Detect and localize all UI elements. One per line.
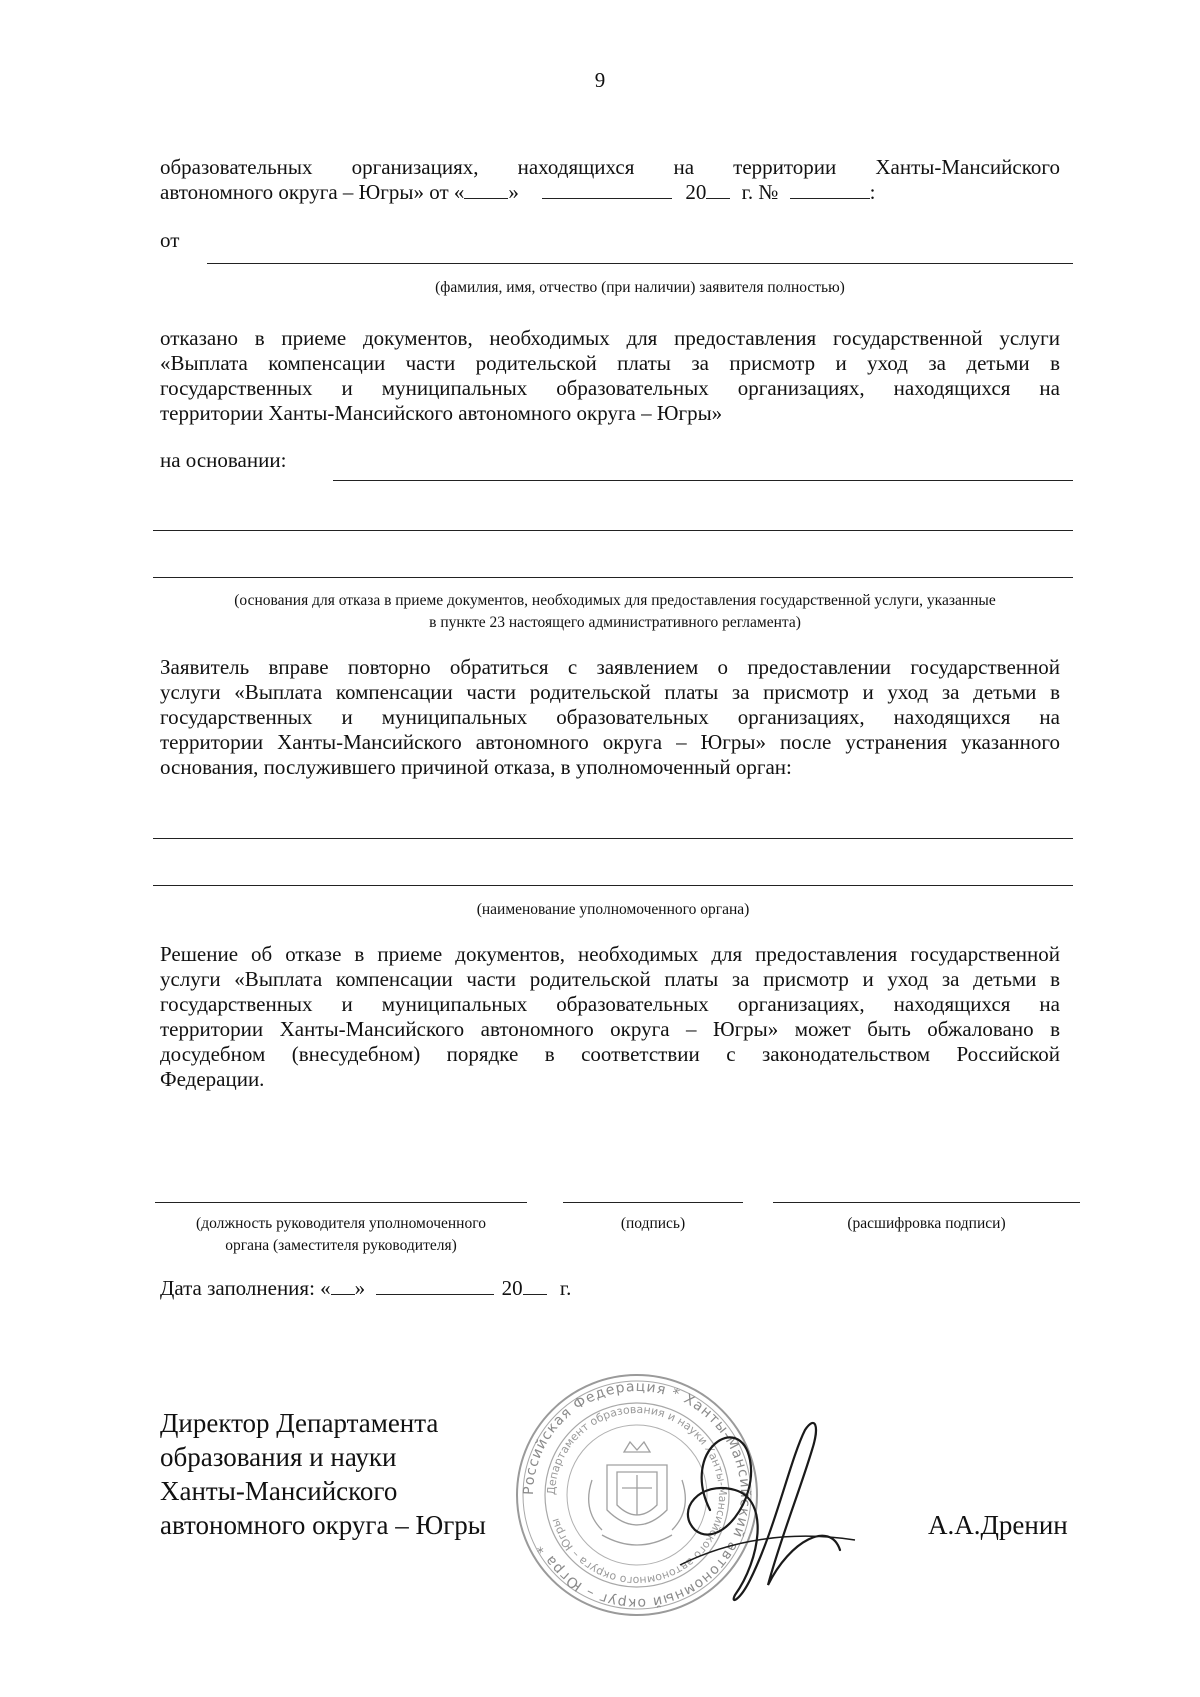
intro-prefix: автономного округа – Югры» от « [160,180,465,204]
signature-line[interactable] [563,1202,743,1203]
intro-line-1 [160,155,1060,180]
reapply-line: территории Ханты-Мансийского автономного округа – Югры» после устранения указанного [160,730,1060,754]
director-line: Ханты-Мансийского [160,1476,398,1506]
seal-inner-text: Департамент образования и науки Ханты-Мансийского автономного округа – Югры [544,1402,730,1588]
refusal-line: государственных и муниципальных образовательных организациях, находящихся на [160,376,1060,400]
from-label: от [160,228,180,252]
director-title [160,1406,486,1542]
basis-line-3[interactable] [153,577,1073,578]
fill-year-blank[interactable] [523,1276,547,1295]
position-line[interactable] [155,1202,527,1203]
appeal-paragraph [160,942,1060,1092]
basis-line-1[interactable] [333,480,1073,481]
signature-caption: (подпись) [620,1215,686,1232]
intro-word: Ханты-Мансийского [875,155,1060,179]
applicant-line[interactable] [207,263,1073,264]
intro-line-2 [160,180,876,205]
appeal-line: услуги «Выплата компенсации части родительской платы за присмотр и уход за детьми в [160,967,1060,991]
reapply-line: государственных и муниципальных образовательных организациях, находящихся на [160,705,1060,729]
quote-close: » [508,180,519,204]
director-line: автономного округа – Югры [160,1510,486,1540]
position-caption-line: (должность руководителя уполномоченного [196,1215,486,1232]
refusal-paragraph [160,326,1060,426]
intro-word: образовательных [160,155,313,179]
month-blank[interactable] [542,180,672,199]
authority-line-1[interactable] [153,838,1073,839]
appeal-line: досудебном (внесудебном) порядке в соответствии с законодательством Российской [160,1042,1060,1066]
appeal-line: Федерации. [160,1067,265,1091]
day-blank[interactable] [464,180,508,199]
basis-caption-line: в пункте 23 настоящего административного регламента) [429,614,801,631]
intro-word: на [673,155,695,179]
authority-line-2[interactable] [153,885,1073,886]
fill-year-prefix: 20 [501,1276,523,1300]
position-caption-line: органа (заместителя руководителя) [225,1237,457,1254]
fill-date [160,1276,571,1301]
fill-date-prefix: Дата заполнения: « [160,1276,331,1300]
refusal-line: территории Ханты-Мансийского автономного округа – Югры» [160,401,723,425]
director-line: Директор Департамента [160,1408,439,1438]
authority-caption: (наименование уполномоченного органа) [476,901,750,918]
fill-quote-close: » [354,1276,366,1300]
colon: : [869,180,876,204]
intro-word: находящихся [517,155,635,179]
appeal-line: государственных и муниципальных образовательных организациях, находящихся на [160,992,1060,1016]
position-caption [155,1213,527,1257]
appeal-line: Решение об отказе в приеме документов, необходимых для предоставления государственной [160,942,1060,966]
handwritten-signature [640,1390,880,1620]
basis-caption [150,590,1080,634]
number-blank[interactable] [790,180,870,199]
decoding-caption: (расшифровка подписи) [847,1215,1006,1232]
basis-label: на основании: [160,448,287,472]
intro-word: территории [733,155,837,179]
basis-line-2[interactable] [153,530,1073,531]
appeal-line: территории Ханты-Мансийского автономного округа – Югры» может быть обжаловано в [160,1017,1060,1041]
decoding-line[interactable] [773,1202,1080,1203]
director-line: образования и науки [160,1442,397,1472]
year-suffix: г. № [741,180,779,204]
reapply-line: основания, послужившего причиной отказа, в уполномоченный орган: [160,755,792,779]
refusal-line: отказано в приеме документов, необходимых для предоставления государственной услуги [160,326,1060,350]
fill-day-blank[interactable] [331,1276,355,1295]
applicant-caption: (фамилия, имя, отчество (при наличии) заявителя полностью) [435,279,845,296]
director-name: А.А.Дренин [928,1510,1068,1540]
reapply-line: услуги «Выплата компенсации части родительской платы за присмотр и уход за детьми в [160,680,1060,704]
year-prefix: 20 [685,180,707,204]
year-blank[interactable] [706,180,730,199]
seal-outer-text: Российская Федерация * Ханты-Мансийский автономный округ – Югра * [520,1378,754,1612]
reapply-line: Заявитель вправе повторно обратиться с заявлением о предоставлении государственной [160,655,1060,679]
reapply-paragraph [160,655,1060,780]
basis-caption-line: (основания для отказа в приеме документов, необходимых для предоставления государственной услуги, указанные [234,592,996,609]
fill-month-blank[interactable] [376,1276,494,1295]
intro-word: организациях, [351,155,479,179]
page-number: 9 [594,68,606,92]
fill-year-suffix: г. [559,1276,572,1300]
refusal-line: «Выплата компенсации части родительской платы за присмотр и уход за детьми в [160,351,1060,375]
